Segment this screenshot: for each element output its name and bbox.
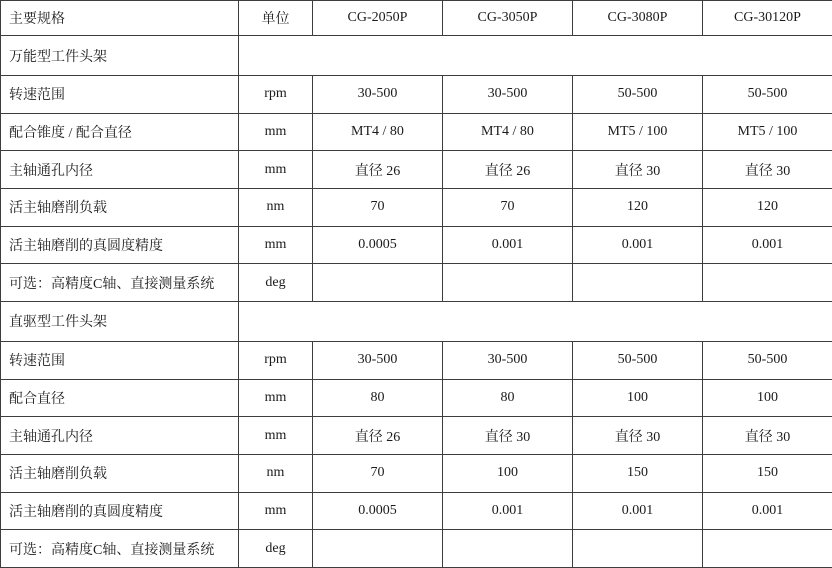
- row-label: 转速范围: [1, 341, 239, 379]
- row-unit: deg: [239, 264, 313, 302]
- table-row: [1, 76, 832, 114]
- row-label: 可选：高精度C轴、直接测量系统: [1, 264, 239, 302]
- cell-value: 0.001: [573, 226, 703, 264]
- cell-value: 100: [703, 379, 832, 417]
- row-label: 配合直径: [1, 379, 239, 417]
- row-label: 主轴通孔内径: [1, 151, 239, 189]
- row-unit: nm: [239, 454, 313, 492]
- cell-value: 直径 26: [313, 151, 443, 189]
- table-row: [1, 113, 832, 151]
- cell-value: 直径 30: [703, 151, 832, 189]
- table-row: [1, 226, 832, 264]
- cell-value: 0.001: [443, 226, 573, 264]
- cell-value: 100: [573, 379, 703, 417]
- cell-value: MT5 / 100: [573, 113, 703, 151]
- row-label: 主轴通孔内径: [1, 417, 239, 455]
- cell-value: 0.001: [573, 492, 703, 530]
- cell-value-empty: [573, 264, 703, 302]
- table-row: [1, 492, 832, 530]
- row-unit: deg: [239, 530, 313, 568]
- cell-value: 80: [443, 379, 573, 417]
- cell-value: 直径 26: [443, 151, 573, 189]
- cell-value: 100: [443, 454, 573, 492]
- cell-value: 0.0005: [313, 492, 443, 530]
- row-unit: mm: [239, 492, 313, 530]
- cell-value-empty: [313, 530, 443, 568]
- header-model-cg2050p: CG-2050P: [313, 1, 443, 36]
- row-label: 配合锥度 / 配合直径: [1, 113, 239, 151]
- section-title-row: [1, 36, 832, 76]
- cell-value: 50-500: [573, 76, 703, 114]
- row-unit: mm: [239, 379, 313, 417]
- cell-value: 50-500: [703, 341, 832, 379]
- cell-value: 30-500: [313, 76, 443, 114]
- cell-value: 0.001: [703, 226, 832, 264]
- cell-value: 0.001: [703, 492, 832, 530]
- cell-value: 70: [313, 454, 443, 492]
- row-unit: mm: [239, 151, 313, 189]
- cell-value: MT5 / 100: [703, 113, 832, 151]
- row-unit: mm: [239, 417, 313, 455]
- row-unit: nm: [239, 188, 313, 226]
- section-title-spacer-cell: [239, 36, 832, 76]
- cell-value: 0.0005: [313, 226, 443, 264]
- row-unit: rpm: [239, 341, 313, 379]
- table-row: [1, 264, 832, 302]
- cell-value: 70: [313, 188, 443, 226]
- table-row: [1, 379, 832, 417]
- header-spec-label: 主要规格: [1, 1, 239, 36]
- cell-value: 50-500: [703, 76, 832, 114]
- cell-value: 30-500: [313, 341, 443, 379]
- row-label: 活主轴磨削的真圆度精度: [1, 226, 239, 264]
- cell-value: 直径 30: [703, 417, 832, 455]
- cell-value: 70: [443, 188, 573, 226]
- cell-value-empty: [443, 264, 573, 302]
- cell-value-empty: [573, 530, 703, 568]
- row-label: 活主轴磨削负载: [1, 454, 239, 492]
- cell-value: 30-500: [443, 341, 573, 379]
- cell-value: 150: [703, 454, 832, 492]
- table-row: [1, 188, 832, 226]
- header-model-cg3050p: CG-3050P: [443, 1, 573, 36]
- row-unit: mm: [239, 226, 313, 264]
- row-unit: rpm: [239, 76, 313, 114]
- table-row: [1, 151, 832, 189]
- cell-value: MT4 / 80: [443, 113, 573, 151]
- row-label: 活主轴磨削的真圆度精度: [1, 492, 239, 530]
- cell-value-empty: [443, 530, 573, 568]
- table-row: [1, 417, 832, 455]
- cell-value-empty: [313, 264, 443, 302]
- cell-value: 120: [703, 188, 832, 226]
- table-header-row: [1, 1, 832, 36]
- cell-value: 50-500: [573, 341, 703, 379]
- table-row: [1, 530, 832, 568]
- cell-value: 120: [573, 188, 703, 226]
- cell-value: 0.001: [443, 492, 573, 530]
- header-model-cg30120p: CG-30120P: [703, 1, 832, 36]
- section-title-direct-drive-workhead: 直驱型工件头架: [1, 301, 239, 341]
- table-row: [1, 341, 832, 379]
- section-title-row: [1, 301, 832, 341]
- header-unit-label: 单位: [239, 1, 313, 36]
- cell-value: 150: [573, 454, 703, 492]
- cell-value: 80: [313, 379, 443, 417]
- cell-value: 直径 30: [443, 417, 573, 455]
- row-label: 可选：高精度C轴、直接测量系统: [1, 530, 239, 568]
- row-label: 转速范围: [1, 76, 239, 114]
- section-title-universal-workhead: 万能型工件头架: [1, 36, 239, 76]
- cell-value-empty: [703, 530, 832, 568]
- cell-value: 直径 26: [313, 417, 443, 455]
- row-unit: mm: [239, 113, 313, 151]
- cell-value: 直径 30: [573, 151, 703, 189]
- cell-value: 直径 30: [573, 417, 703, 455]
- cell-value: MT4 / 80: [313, 113, 443, 151]
- section-title-spacer-cell: [239, 301, 832, 341]
- cell-value-empty: [703, 264, 832, 302]
- table-row: [1, 454, 832, 492]
- cell-value: 30-500: [443, 76, 573, 114]
- row-label: 活主轴磨削负载: [1, 188, 239, 226]
- header-model-cg3080p: CG-3080P: [573, 1, 703, 36]
